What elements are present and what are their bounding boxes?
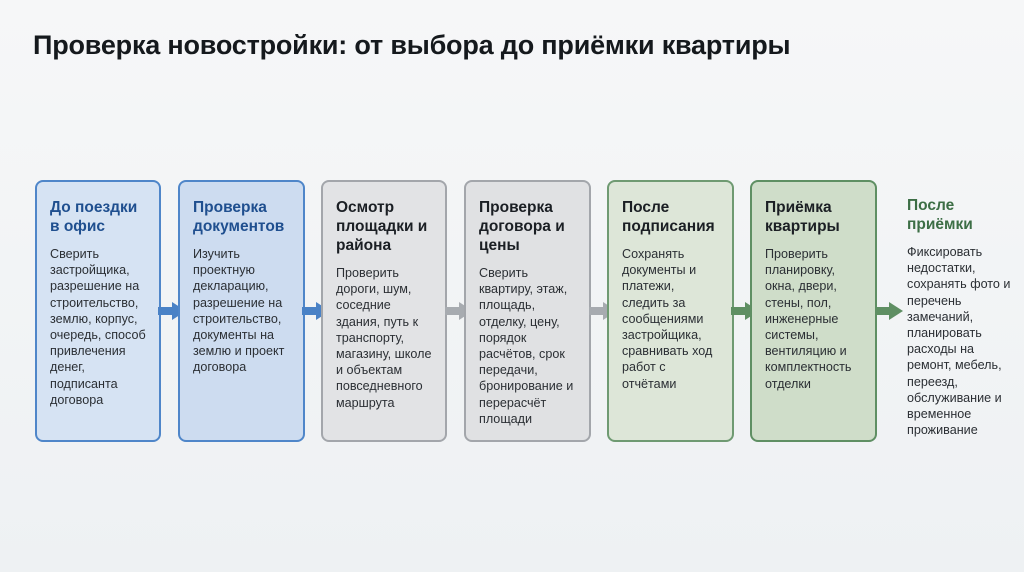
stage-4-text: Сверить квартиру, этаж, площадь, отделку, цену, порядок расчётов, срок передачи, бронирование и перерасчёт площади	[479, 266, 574, 426]
stage-7-title: После приёмки	[907, 197, 973, 233]
stage-2-title: Проверка документов	[193, 199, 285, 235]
stage-2-text: Изучить проектную декларацию, разрешение на строительство, документы на землю и проект договора	[193, 247, 285, 375]
stage-1-box	[35, 180, 161, 442]
stage-6-title: Приёмка квартиры	[765, 199, 840, 235]
stage-3-title: Осмотр площадки и района	[336, 199, 428, 254]
stage-7-block	[907, 196, 1019, 438]
stage-6-box	[750, 180, 877, 442]
stage-5-box	[607, 180, 734, 442]
stage-5-text: Сохранять документы и платежи, следить за сообщениями застройщика, сравнивать ход работ с отчётами	[622, 247, 713, 391]
stage-4-box	[464, 180, 591, 442]
stage-3-box	[321, 180, 447, 442]
stage-6-text: Проверить планировку, окна, двери, стены, пол, инженерные системы, вентиляцию и комплектность отделки	[765, 247, 852, 391]
stage-1-text: Сверить застройщика, разрешение на строительство, землю, корпус, очередь, способ привлечения денег, подписанта договора	[50, 247, 146, 407]
stage-4-title: Проверка договора и цены	[479, 199, 565, 254]
stage-5-title: После подписания	[622, 199, 715, 235]
stage-3-text: Проверить дороги, шум, соседние здания, путь к транспорту, магазину, школе и объектам повседневного маршрута	[336, 266, 432, 410]
stage-2-box	[178, 180, 305, 442]
page-title: Проверка новостройки: от выбора до приёмки квартиры	[33, 30, 791, 60]
stage-1-title: До поездки в офис	[50, 199, 138, 235]
arrow-6-7	[875, 302, 903, 320]
stage-7-text: Фиксировать недостатки, сохранять фото и перечень замечаний, планировать расходы на ремонт, мебель, переезд, обслуживание и временное проживание	[907, 245, 1011, 438]
